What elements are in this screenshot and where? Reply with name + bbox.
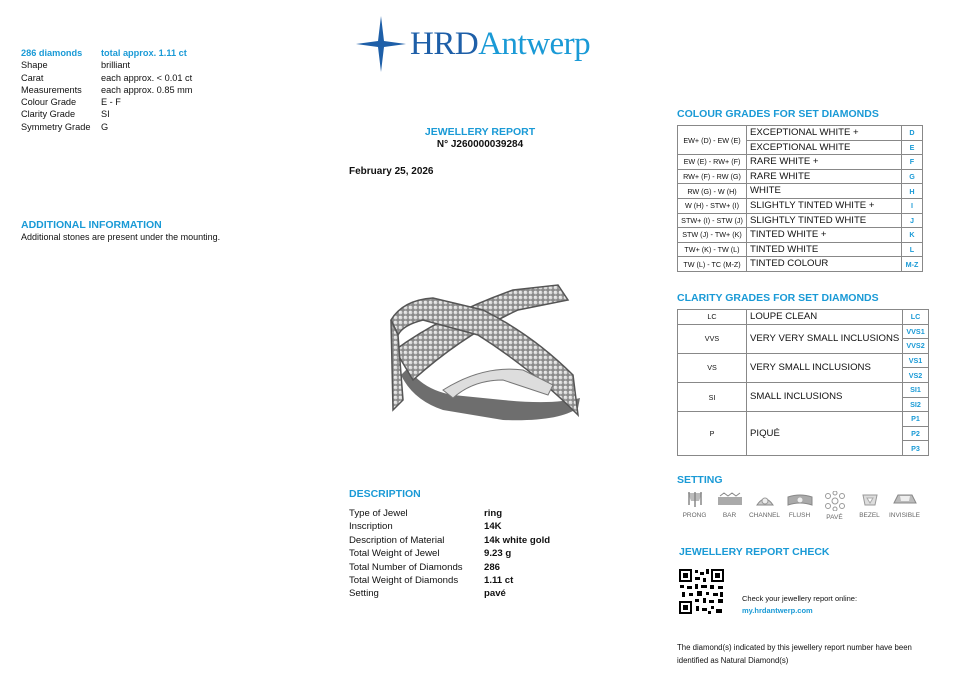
clarity-grade-row <box>678 412 929 427</box>
clarity-description: SMALL INCLUSIONS <box>747 382 903 411</box>
colour-description: TINTED WHITE <box>747 242 902 257</box>
check-online-text: Check your jewellery report online: <box>742 594 858 603</box>
colour-description: EXCEPTIONAL WHITE <box>747 140 902 155</box>
clarity-description: VERY VERY SMALL INCLUSIONS <box>747 324 903 353</box>
logo-text: HRDAntwerp <box>410 25 591 62</box>
total-weight: total approx. 1.11 ct <box>101 48 187 58</box>
description-row: Total Weight of Diamonds 1.11 ct <box>349 575 514 587</box>
colour-grades-title: COLOUR GRADES FOR SET DIAMONDS <box>677 108 879 120</box>
colour-grade-row <box>678 198 923 213</box>
clarity-grades-title: CLARITY GRADES FOR SET DIAMONDS <box>677 292 879 304</box>
setting-invisible: INVISIBLE <box>887 491 922 521</box>
colour-grades-table <box>677 125 923 272</box>
description-table <box>349 507 550 601</box>
description-row: Setting pavé <box>349 588 506 600</box>
colour-description: SLIGHTLY TINTED WHITE + <box>747 198 902 213</box>
colour-description: EXCEPTIONAL WHITE + <box>747 126 902 141</box>
description-row: Total Number of Diamonds 286 <box>349 561 501 573</box>
colour-scale: EW (E) - RW+ (F) <box>678 155 747 170</box>
colour-scale: TW+ (K) - TW (L) <box>678 242 747 257</box>
colour-grade-row <box>678 228 923 243</box>
colour-description: WHITE <box>747 184 902 199</box>
setting-prong: PRONG <box>677 491 712 521</box>
clarity-description: VERY SMALL INCLUSIONS <box>747 353 903 382</box>
clarity-scale: LC <box>678 310 747 325</box>
clarity-code: P2 <box>903 426 928 441</box>
summary-row: Measurements each approx. 0.85 mm <box>21 84 193 95</box>
clarity-scale: P <box>678 412 747 456</box>
clarity-code: SI1 <box>903 382 928 397</box>
colour-code: M-Z <box>902 257 923 272</box>
channel-setting-icon <box>754 491 776 509</box>
clarity-scale: VS <box>678 353 747 382</box>
colour-code: I <box>902 198 923 213</box>
colour-code: L <box>902 242 923 257</box>
bar-setting-icon <box>717 491 743 509</box>
colour-grade-row <box>678 155 923 170</box>
description-row: Inscription 14K <box>349 521 502 533</box>
colour-scale: TW (L) - TC (M-Z) <box>678 257 747 272</box>
colour-description: TINTED WHITE + <box>747 228 902 243</box>
clarity-scale: SI <box>678 382 747 411</box>
additional-info-text: Additional stones are present under the mounting. <box>21 232 221 242</box>
setting-channel: CHANNEL <box>747 491 782 521</box>
summary-row: Colour Grade E - F <box>21 97 121 108</box>
colour-scale: W (H) - STW+ (I) <box>678 198 747 213</box>
colour-code: J <box>902 213 923 228</box>
hrd-logo <box>356 16 590 72</box>
summary-row: Shape brilliant <box>21 60 131 71</box>
colour-description: RARE WHITE <box>747 169 902 184</box>
report-check-title: JEWELLERY REPORT CHECK <box>679 546 830 558</box>
setting-flush: FLUSH <box>782 491 817 521</box>
clarity-grade-row <box>678 353 929 368</box>
report-number: N° J260000039284 <box>436 139 524 150</box>
prong-setting-icon <box>684 491 706 509</box>
pave-setting-icon <box>823 491 847 511</box>
clarity-code: VS1 <box>903 353 928 368</box>
invisible-setting-icon <box>892 491 918 509</box>
colour-code: D <box>902 126 923 141</box>
colour-code: F <box>902 155 923 170</box>
check-online-link[interactable]: my.hrdantwerp.com <box>742 606 813 615</box>
flush-setting-icon <box>787 491 813 509</box>
description-row: Description of Material 14k white gold <box>349 534 551 546</box>
clarity-code: VVS1 <box>903 324 928 339</box>
summary-row: Symmetry Grade G <box>21 121 109 132</box>
clarity-code: VS2 <box>903 368 928 383</box>
diamond-count: 286 diamonds <box>21 48 83 58</box>
colour-description: SLIGHTLY TINTED WHITE <box>747 213 902 228</box>
report-title: JEWELLERY REPORT <box>424 126 536 138</box>
colour-grade-row <box>678 169 923 184</box>
colour-scale: RW+ (F) - RW (G) <box>678 169 747 184</box>
bezel-setting-icon <box>860 491 880 509</box>
clarity-grades-table <box>677 309 929 456</box>
clarity-code: SI2 <box>903 397 928 412</box>
colour-grade-row <box>678 126 923 141</box>
colour-code: G <box>902 169 923 184</box>
colour-grade-row <box>678 184 923 199</box>
star-icon <box>356 16 406 72</box>
clarity-code: P1 <box>903 412 928 427</box>
setting-icons <box>677 491 922 521</box>
colour-scale: STW+ (I) - STW (J) <box>678 213 747 228</box>
colour-scale: STW (J) - TW+ (K) <box>678 228 747 243</box>
clarity-description: LOUPE CLEAN <box>747 310 903 325</box>
qr-code-icon[interactable] <box>678 568 725 615</box>
setting-bezel: BEZEL <box>852 491 887 521</box>
colour-scale: RW (G) - W (H) <box>678 184 747 199</box>
diamond-summary <box>21 47 192 133</box>
description-title: DESCRIPTION <box>349 488 421 500</box>
clarity-code: P3 <box>903 441 928 456</box>
clarity-description: PIQUÉ <box>747 412 903 456</box>
additional-info-title: ADDITIONAL INFORMATION <box>21 219 162 231</box>
summary-row: Clarity Grade SI <box>21 109 110 120</box>
description-row: Total Weight of Jewel 9.23 g <box>349 548 512 560</box>
colour-description: TINTED COLOUR <box>747 257 902 272</box>
clarity-grade-row <box>678 382 929 397</box>
colour-grade-row <box>678 242 923 257</box>
colour-code: K <box>902 228 923 243</box>
setting-bar: BAR <box>712 491 747 521</box>
colour-scale: EW+ (D) - EW (E) <box>678 126 747 155</box>
colour-code: E <box>902 140 923 155</box>
setting-pave: PAVÉ <box>817 491 852 521</box>
clarity-grade-row <box>678 310 929 325</box>
report-date: February 25, 2026 <box>349 166 434 177</box>
description-row: Type of Jewel ring <box>349 508 503 519</box>
ring-photo <box>383 280 588 430</box>
clarity-scale: VVS <box>678 324 747 353</box>
colour-code: H <box>902 184 923 199</box>
colour-grade-row <box>678 213 923 228</box>
clarity-code: LC <box>903 310 928 325</box>
colour-description: RARE WHITE + <box>747 155 902 170</box>
setting-title: SETTING <box>677 474 723 486</box>
natural-diamond-statement: The diamond(s) indicated by this jewellery report number have been identified as Natural Diamond(s) <box>677 643 912 665</box>
clarity-grade-row <box>678 324 929 339</box>
colour-grade-row <box>678 257 923 272</box>
clarity-code: VVS2 <box>903 339 928 354</box>
summary-row: Carat each approx. < 0.01 ct <box>21 72 193 83</box>
